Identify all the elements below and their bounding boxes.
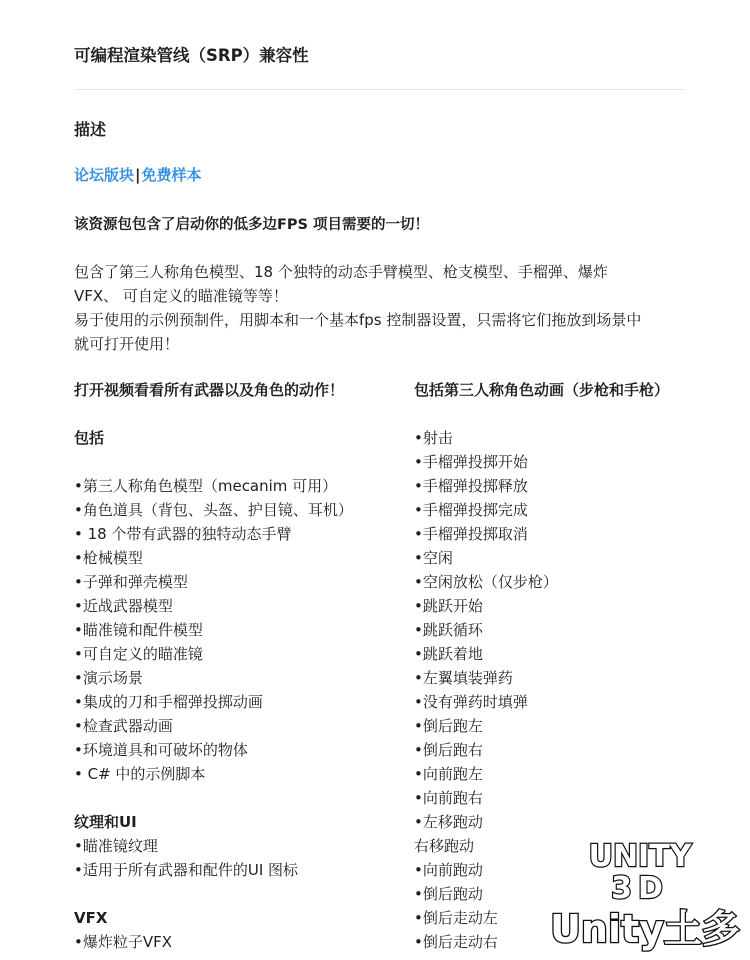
- video-heading: 打开视频看看所有武器以及角色的动作！: [74, 381, 345, 399]
- list-item: • C# 中的示例脚本: [74, 765, 206, 783]
- list-item: •集成的刀和手榴弹投掷动画: [74, 693, 263, 711]
- animations-heading: 包括第三人称角色动画（步枪和手枪）: [414, 381, 670, 399]
- list-item: •角色道具（背包、头盔、护目镜、耳机）: [74, 501, 353, 519]
- list-item: •倒后走动左: [414, 909, 498, 927]
- watermark-line-1: UNITY: [588, 839, 692, 874]
- list-item: •射击: [414, 429, 453, 447]
- list-item: •向前跑右: [414, 789, 483, 807]
- list-item: •向前跑动: [414, 861, 483, 879]
- texture-ui-heading: 纹理和UI: [74, 813, 137, 831]
- unity3d-watermark: [548, 828, 743, 958]
- page-title: 可编程渲染管线（SRP）兼容性: [74, 46, 309, 65]
- list-item: •手榴弹投掷取消: [414, 525, 528, 543]
- list-item: •环境道具和可破坏的物体: [74, 741, 248, 759]
- list-item: •可自定义的瞄准镜: [74, 645, 203, 663]
- list-item: •检查武器动画: [74, 717, 173, 735]
- forum-link[interactable]: 论坛版块: [74, 166, 135, 184]
- left-column: [74, 378, 404, 954]
- list-item: •爆炸粒子VFX: [74, 933, 173, 951]
- list-item: •瞄准镜纹理: [74, 837, 158, 855]
- list-item: •第三人称角色模型（mecanim 可用）: [74, 477, 338, 495]
- list-item: •空闲放松（仅步枪）: [414, 573, 558, 591]
- title-divider: [74, 89, 684, 90]
- list-item: •向前跑左: [414, 765, 483, 783]
- list-item: •枪械模型: [74, 549, 143, 567]
- list-item: •跳跃开始: [414, 597, 483, 615]
- list-item: •跳跃着地: [414, 645, 483, 663]
- paragraph-line: 就可打开使用！: [74, 335, 180, 353]
- list-item: • 18 个带有武器的独特动态手臂: [74, 525, 292, 543]
- list-item: •左移跑动: [414, 813, 483, 831]
- watermark-line-3: Unity土多: [550, 907, 740, 951]
- resource-links: [74, 164, 202, 185]
- list-item: 右移跑动: [414, 837, 475, 855]
- list-item: •子弹和弹壳模型: [74, 573, 188, 591]
- list-item: •演示场景: [74, 669, 143, 687]
- paragraph-line: 易于使用的示例预制件，用脚本和一个基本fps 控制器设置，只需将它们拖放到场景中: [74, 311, 642, 329]
- paragraph-line: VFX、 可自定义的瞄准镜等等！: [74, 287, 288, 305]
- includes-heading: 包括: [74, 429, 105, 447]
- list-item: •左翼填装弹药: [414, 669, 513, 687]
- list-item: •空闲: [414, 549, 453, 567]
- list-item: •近战武器模型: [74, 597, 173, 615]
- vfx-heading: VFX: [74, 909, 108, 927]
- paragraph-line: 包含了第三人称角色模型、18 个独特的动态手臂模型、枪支模型、手榴弹、爆炸: [74, 263, 608, 281]
- description-heading: 描述: [74, 120, 107, 139]
- list-item: •适用于所有武器和配件的UI 图标: [74, 861, 299, 879]
- list-item: •手榴弹投掷完成: [414, 501, 528, 519]
- list-item: •没有弹药时填弹: [414, 693, 528, 711]
- free-sample-link[interactable]: 免费样本: [141, 166, 202, 184]
- list-item: •手榴弹投掷开始: [414, 453, 528, 471]
- list-item: •倒后走动右: [414, 933, 498, 951]
- list-item: •跳跃循环: [414, 621, 483, 639]
- list-item: •手榴弹投掷释放: [414, 477, 528, 495]
- description-paragraph: [74, 260, 684, 356]
- list-item: •倒后跑左: [414, 717, 483, 735]
- intro-text: 该资源包包含了启动你的低多边FPS 项目需要的一切！: [74, 217, 430, 233]
- link-separator: |: [135, 166, 141, 184]
- list-item: •瞄准镜和配件模型: [74, 621, 203, 639]
- list-item: •倒后跑右: [414, 741, 483, 759]
- list-item: •倒后跑动: [414, 885, 483, 903]
- watermark-line-2: 3D: [611, 871, 669, 906]
